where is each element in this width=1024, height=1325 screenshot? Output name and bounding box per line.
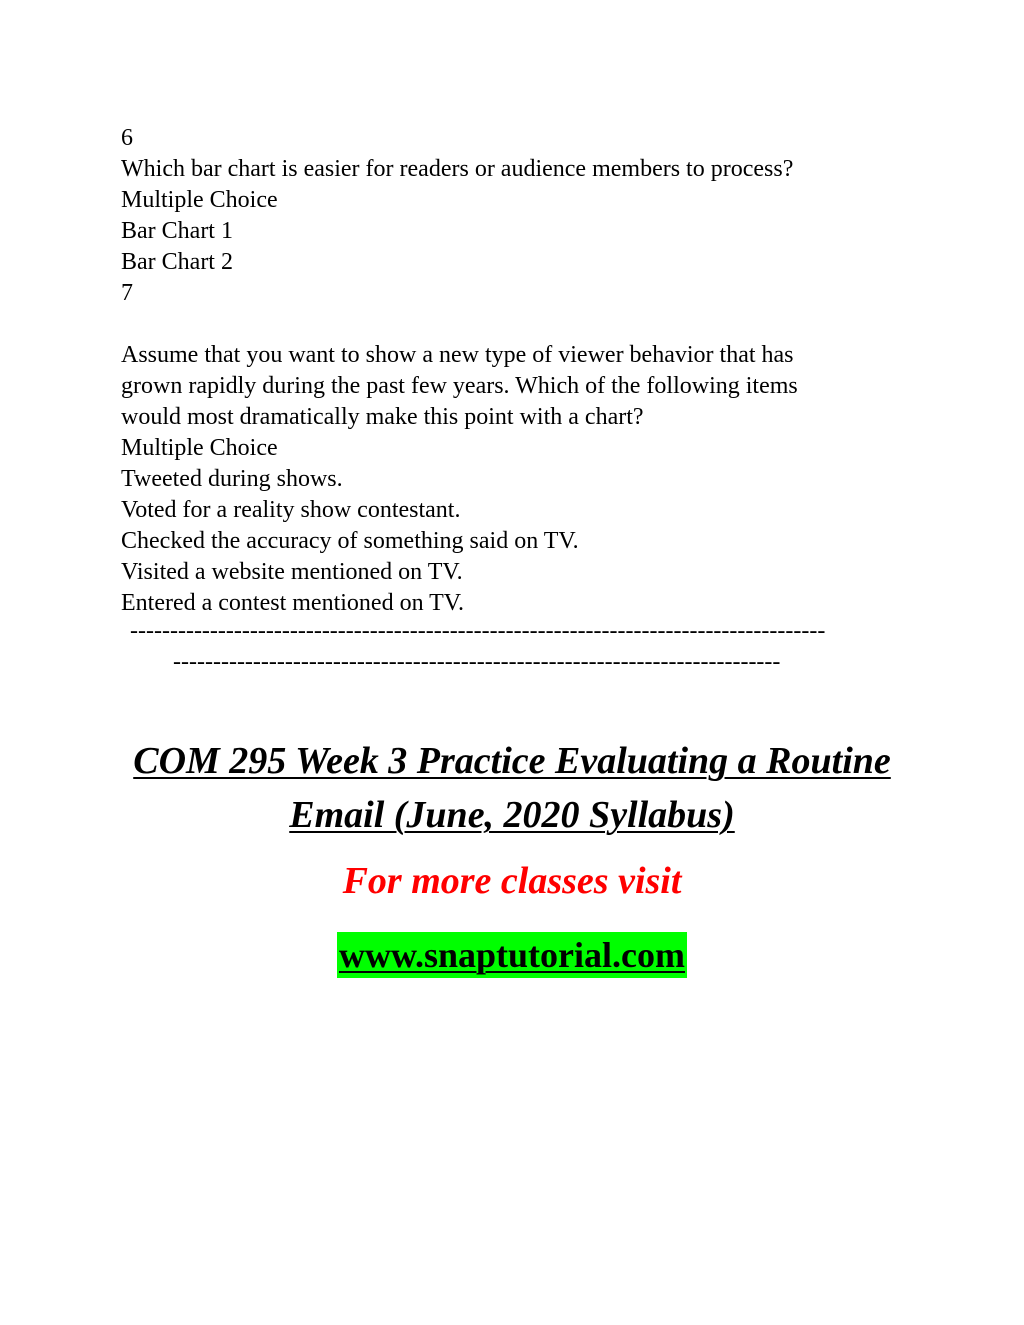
question-7-option: Checked the accuracy of something said on TV. xyxy=(121,528,579,554)
question-6-option: Bar Chart 2 xyxy=(121,249,233,275)
promo-link-container xyxy=(0,932,1024,978)
question-7-prompt-line: grown rapidly during the past few years. Which of the following items xyxy=(121,373,798,399)
question-7-number: 7 xyxy=(121,280,133,306)
promo-text: For more classes visit xyxy=(342,860,682,902)
question-7-option: Visited a website mentioned on TV. xyxy=(121,559,463,585)
course-title-line-1: COM 295 Week 3 Practice Evaluating a Routine xyxy=(133,740,891,782)
snaptutorial-link[interactable]: www.snaptutorial.com xyxy=(337,932,687,978)
question-6-option: Bar Chart 1 xyxy=(121,218,233,244)
course-title-line-2: Email (June, 2020 Syllabus) xyxy=(289,794,735,836)
question-6-number: 6 xyxy=(121,125,133,151)
paragraph-gap xyxy=(121,309,921,340)
question-6-type-label: Multiple Choice xyxy=(121,187,278,213)
question-block xyxy=(121,123,921,619)
question-6-prompt: Which bar chart is easier for readers or audience members to process? xyxy=(121,156,794,182)
separator-line-2: ---------------------------------------------------------------------------- xyxy=(173,649,781,675)
question-7-option: Voted for a reality show contestant. xyxy=(121,497,461,523)
question-7-option: Tweeted during shows. xyxy=(121,466,343,492)
question-7-prompt-line: Assume that you want to show a new type of viewer behavior that has xyxy=(121,342,794,368)
question-7-prompt-line: would most dramatically make this point with a chart? xyxy=(121,404,644,430)
separator-line-1: --------------------------------------------------------------------------------------- xyxy=(130,618,826,644)
question-7-type-label: Multiple Choice xyxy=(121,435,278,461)
question-7-option: Entered a contest mentioned on TV. xyxy=(121,590,465,616)
